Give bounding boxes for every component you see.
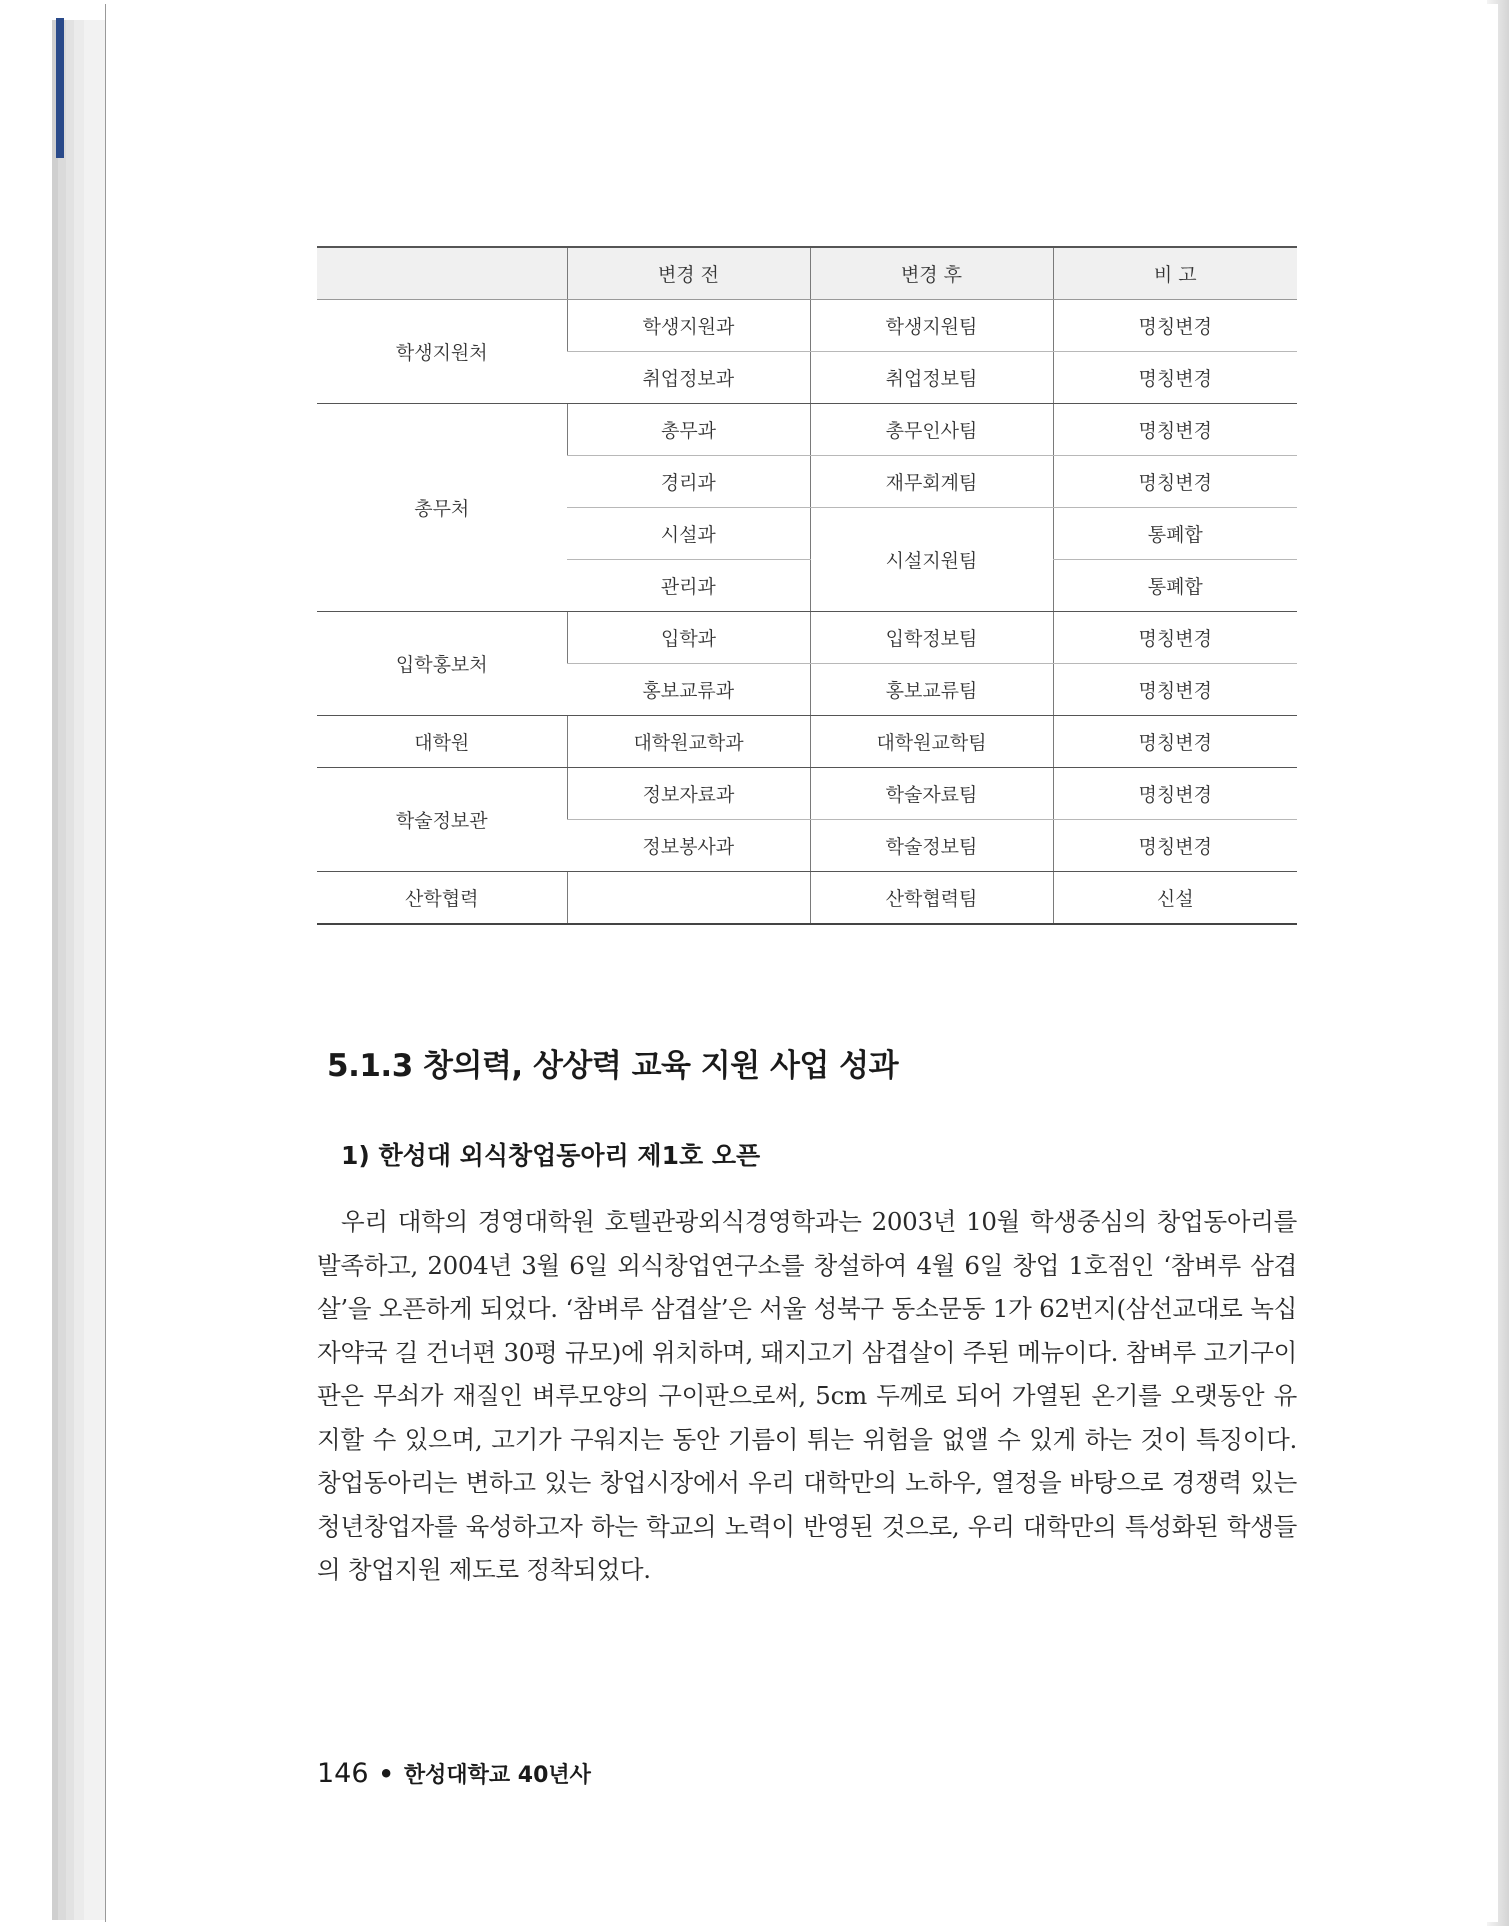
before-cell: 총무과	[567, 404, 810, 456]
dept-cell: 대학원	[317, 716, 567, 768]
table-row	[317, 404, 1297, 456]
note-cell: 통폐합	[1053, 508, 1297, 560]
dept-cell: 입학홍보처	[317, 612, 567, 716]
header-dept	[317, 247, 567, 300]
before-cell: 입학과	[567, 612, 810, 664]
note-cell: 명칭변경	[1053, 300, 1297, 352]
after-cell: 취업정보팀	[810, 352, 1053, 404]
table-row	[317, 872, 1297, 925]
table-row	[317, 716, 1297, 768]
note-cell: 명칭변경	[1053, 352, 1297, 404]
note-cell: 명칭변경	[1053, 768, 1297, 820]
note-cell: 통폐합	[1053, 560, 1297, 612]
footer-bullet: •	[378, 1760, 394, 1788]
after-cell: 입학정보팀	[810, 612, 1053, 664]
before-cell: 대학원교학과	[567, 716, 810, 768]
body-paragraph: 우리 대학의 경영대학원 호텔관광외식경영학과는 2003년 10월 학생중심의 창업동아리를 발족하고, 2004년 3월 6일 외식창업연구소를 창설하여 4월 6일 창업 1호점인 ‘참벼루 삼겹살’을 오픈하게 되었다. ‘참벼루 삼겹살’은 서울 성북구 동소문동 1가 62번지(삼선교대로 녹십자약국 길 건너편 30평 규모)에 위치하며, 돼지고기 삼겹살이 주된 메뉴이다. 참벼루 고기구이판은 무쇠가 재질인 벼루모양의 구이판으로써, 5cm 두께로 되어 가열된 온기를 오랫동안 유지할 수 있으며, 고기가 구워지는 동안 기름이 튀는 위험을 없앨 수 있게 하는 것이 특징이다. 창업동아리는 변하고 있는 창업시장에서 우리 대학만의 노하우, 열정을 바탕으로 경쟁력 있는 청년창업자를 육성하고자 하는 학교의 노력이 반영된 것으로, 우리 대학만의 특성화된 학생들의 창업지원 제도로 정착되었다.	[317, 1207, 1297, 1584]
note-cell: 명칭변경	[1053, 612, 1297, 664]
table-row	[317, 612, 1297, 664]
page-stack	[52, 20, 106, 1920]
book-title: 한성대학교 40년사	[403, 1763, 591, 1788]
dept-cell: 학생지원처	[317, 300, 567, 404]
table-row	[317, 300, 1297, 352]
after-cell: 홍보교류팀	[810, 664, 1053, 716]
before-cell: 학생지원과	[567, 300, 810, 352]
after-cell: 학생지원팀	[810, 300, 1053, 352]
page-number: 146	[317, 1758, 369, 1789]
section-title: 5.1.3 창의력, 상상력 교육 지원 사업 성과	[327, 1048, 899, 1084]
note-cell: 명칭변경	[1053, 456, 1297, 508]
page-footer	[317, 1758, 591, 1789]
after-cell: 산학협력팀	[810, 872, 1053, 925]
before-cell: 시설과	[567, 508, 810, 560]
before-cell: 경리과	[567, 456, 810, 508]
before-cell: 취업정보과	[567, 352, 810, 404]
before-cell: 관리과	[567, 560, 810, 612]
dept-cell: 산학협력	[317, 872, 567, 925]
after-cell: 재무회계팀	[810, 456, 1053, 508]
header-before: 변경 전	[567, 247, 810, 300]
before-cell	[567, 872, 810, 925]
after-cell: 학술자료팀	[810, 768, 1053, 820]
org-change-table	[317, 246, 1297, 925]
dept-cell: 학술정보관	[317, 768, 567, 872]
after-cell: 대학원교학팀	[810, 716, 1053, 768]
cover-band	[56, 18, 64, 158]
dept-cell: 총무처	[317, 404, 567, 612]
subsection-title: 1) 한성대 외식창업동아리 제1호 오픈	[341, 1141, 761, 1170]
note-cell: 명칭변경	[1053, 820, 1297, 872]
before-cell: 정보봉사과	[567, 820, 810, 872]
note-cell: 신설	[1053, 872, 1297, 925]
after-cell: 시설지원팀	[810, 508, 1053, 612]
note-cell: 명칭변경	[1053, 664, 1297, 716]
note-cell: 명칭변경	[1053, 716, 1297, 768]
before-cell: 홍보교류과	[567, 664, 810, 716]
header-after: 변경 후	[810, 247, 1053, 300]
after-cell: 학술정보팀	[810, 820, 1053, 872]
header-note: 비 고	[1053, 247, 1297, 300]
after-cell: 총무인사팀	[810, 404, 1053, 456]
table-row	[317, 768, 1297, 820]
table-header-row	[317, 247, 1297, 300]
note-cell: 명칭변경	[1053, 404, 1297, 456]
before-cell: 정보자료과	[567, 768, 810, 820]
